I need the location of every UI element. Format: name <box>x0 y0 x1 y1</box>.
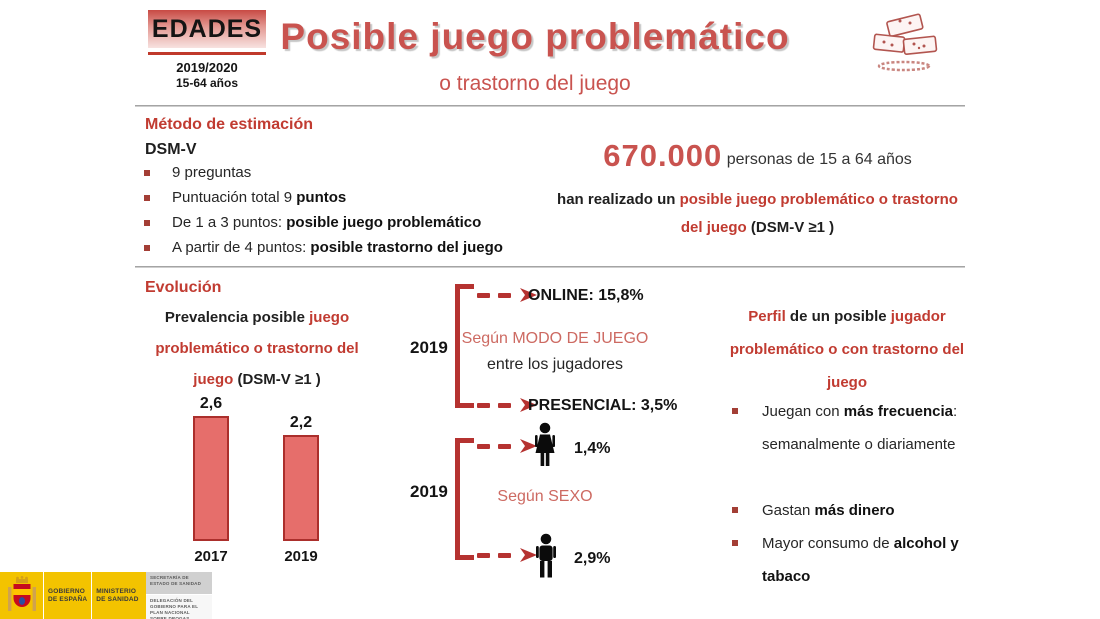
method-bullet-4 <box>142 239 542 256</box>
bullet-square-icon <box>144 170 150 176</box>
ministry-label: MINISTERIO DE SANIDAD <box>96 587 139 603</box>
edades-logo <box>148 10 266 48</box>
bullet-square-icon <box>144 245 150 251</box>
headline-line3: del juego (DSM-V ≥1 ) <box>680 219 835 236</box>
mode-caption-red: Según MODO DE JUEGO <box>461 330 649 347</box>
x-axis-label-2017: 2017 <box>194 548 228 565</box>
edades-logo-text: EDADES <box>151 14 263 43</box>
method-bullet-3 <box>142 214 542 231</box>
headline-statistic <box>545 138 970 242</box>
bullet-square-icon <box>732 540 738 546</box>
government-label: GOBIERNO DE ESPAÑA <box>48 587 88 603</box>
edades-age-range: 15-64 años <box>175 76 239 90</box>
profile-bullet-3 <box>730 527 968 593</box>
header-divider <box>135 105 965 107</box>
bullet-square-icon <box>144 220 150 226</box>
chart-title: Prevalencia posible juego problemático o trastorno del juego (DSM-V ≥1 ) <box>155 309 359 388</box>
dash-icon <box>498 403 511 408</box>
delegation-label: DELEGACIÓN DEL GOBIERNO PARA EL PLAN NACIONAL SOBRE DROGAS <box>146 595 212 619</box>
dash-icon <box>477 553 490 558</box>
bar-value-label: 2,6 <box>199 395 223 412</box>
dash-icon <box>477 403 490 408</box>
dash-icon <box>498 444 511 449</box>
headline-line2: han realizado un posible juego problemático o trastorno <box>557 191 958 208</box>
dash-icon <box>498 553 511 558</box>
edades-period: 2019/2020 <box>176 60 238 75</box>
female-percentage: 1,4% <box>574 440 611 457</box>
bullet-square-icon <box>144 195 150 201</box>
dash-icon <box>477 444 490 449</box>
government-banner <box>0 572 146 619</box>
bar-value-label: 2,2 <box>289 414 313 431</box>
bar-2019 <box>283 414 319 541</box>
man-icon <box>533 533 559 585</box>
secretary-label: SECRETARÍA DE ESTADO DE SANIDAD <box>146 572 212 594</box>
profile-bullet-text: Mayor consumo de alcohol y tabaco <box>762 535 959 585</box>
spain-coat-of-arms-icon <box>5 575 39 617</box>
method-heading: Método de estimación <box>145 116 314 133</box>
mode-caption-dark: entre los jugadores <box>486 356 624 373</box>
male-percentage: 2,9% <box>574 550 611 567</box>
sex-caption: Según SEXO <box>497 488 593 505</box>
headline-number: 670.000 <box>603 138 723 173</box>
mode-year-label: 2019 <box>410 338 448 357</box>
headline-number-suffix: personas de 15 a 64 años <box>726 151 912 168</box>
method-bullet-text: 9 preguntas <box>172 164 252 181</box>
section-divider <box>135 266 965 268</box>
bar-2017 <box>193 395 229 541</box>
method-subheading: DSM-V <box>145 141 197 158</box>
profile-title: Perfil de un posible jugador problemático o con trastorno del juego <box>729 308 965 391</box>
profile-bullet-text: Juegan con más frecuencia: semanalmente o diariamente <box>762 403 958 453</box>
method-bullet-text: De 1 a 3 puntos: posible juego problemático <box>172 214 482 231</box>
headline-line1 <box>545 138 970 174</box>
sex-arrow-male <box>477 547 539 563</box>
bullet-square-icon <box>732 408 738 414</box>
method-bullet-text: Puntuación total 9 puntos <box>172 189 347 206</box>
dice-sketch-icon <box>862 10 946 78</box>
bullet-square-icon <box>732 507 738 513</box>
profile-bullet-2 <box>730 494 968 527</box>
dash-icon <box>477 293 490 298</box>
edades-logo-underline <box>148 52 266 55</box>
bar-rect <box>193 416 229 541</box>
evolution-heading: Evolución <box>145 279 222 296</box>
method-bullet-2 <box>142 189 542 206</box>
woman-icon <box>530 422 560 474</box>
profile-bullet-1 <box>730 395 968 461</box>
sex-year-label: 2019 <box>410 482 448 501</box>
method-bullet-text: A partir de 4 puntos: posible trastorno del juego <box>172 239 503 256</box>
prevalence-bar-chart <box>160 388 370 568</box>
presencial-label: PRESENCIAL: 3,5% <box>528 397 678 414</box>
profile-bullet-text: Gastan más dinero <box>762 502 895 519</box>
method-bullet-1 <box>142 164 542 181</box>
slide-subtitle: o trastorno del juego <box>439 72 631 95</box>
slide-title: Posible juego problemático <box>280 16 790 57</box>
x-axis-label-2019: 2019 <box>284 548 318 565</box>
bar-rect <box>283 435 319 541</box>
online-label: ONLINE: 15,8% <box>528 287 644 304</box>
dash-icon <box>498 293 511 298</box>
